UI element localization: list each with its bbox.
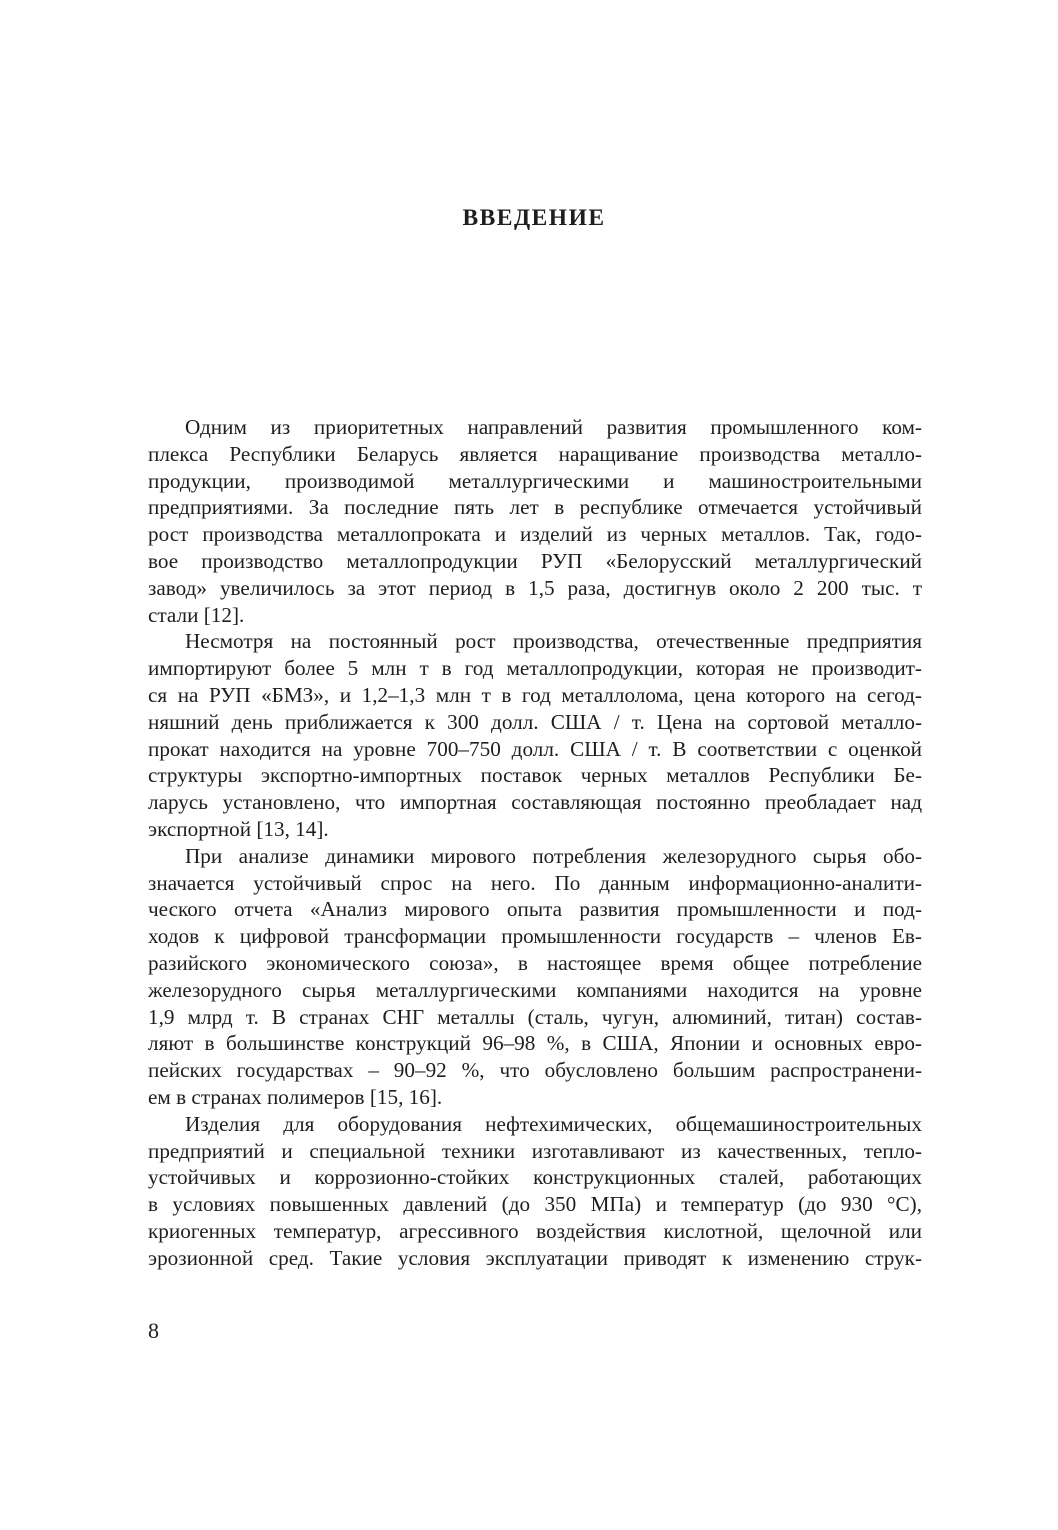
text-line: Одним из приоритетных направлений развития промышленного ком- (185, 415, 922, 439)
text-line: рост производства металлопроката и изделий из черных металлов. Так, годо- (148, 522, 922, 547)
text-line: Изделия для оборудования нефтехимических, общемашиностроительных (185, 1111, 922, 1136)
text-line: в условиях повышенных давлений (до 350 МПа) и температур (до 930 °С), (148, 1192, 922, 1217)
chapter-heading: ВВЕДЕНИЕ (462, 205, 606, 231)
text-line: завод» увеличилось за этот период в 1,5 раза, достигнув около 2 200 тыс. т (148, 575, 922, 600)
text-line: ем в странах полимеров [15, 16]. (148, 1084, 443, 1109)
text-line: криогенных температур, агрессивного воздействия кислотной, щелочной или (148, 1218, 922, 1243)
text-line: Несмотря на постоянный рост производства, отечественные предприятия (185, 629, 922, 654)
text-line: предприятиями. За последние пять лет в республике отмечается устойчивый (148, 495, 922, 520)
text-line: ляют в большинстве конструкций 96–98 %, в США, Японии и основных евро- (148, 1031, 922, 1056)
text-line: ходов к цифровой трансформации промышленности государств – членов Ев- (148, 924, 922, 949)
text-line: значается устойчивый спрос на него. По данным информационно-аналити- (148, 870, 922, 895)
paragraph (148, 1111, 922, 1272)
text-line: железорудного сырья металлургическими компаниями находится на уровне (148, 977, 922, 1002)
text-line: разийского экономического союза», в настоящее время общее потребление (148, 950, 922, 975)
paragraph (148, 843, 922, 1111)
paragraph (148, 414, 922, 628)
text-line: структуры экспортно-импортных поставок черных металлов Республики Бе- (148, 763, 922, 788)
text-line: эрозионной сред. Такие условия эксплуатации приводят к изменению струк- (148, 1245, 922, 1270)
text-line: При анализе динамики мирового потребления железорудного сырья обо- (185, 843, 922, 868)
text-line: вое производство металлопродукции РУП «Белорусский металлургический (148, 548, 922, 573)
text-line: предприятий и специальной техники изготавливают из качественных, тепло- (148, 1138, 922, 1163)
text-line: плекса Республики Беларусь является наращивание производства металло- (148, 441, 922, 466)
page-number: 8 (148, 1318, 159, 1343)
text-line: устойчивых и коррозионно-стойких конструкционных сталей, работающих (148, 1165, 922, 1190)
text-line: прокат находится на уровне 700–750 долл. США / т. В соответствии с оценкой (148, 736, 922, 761)
text-line: ся на РУП «БМЗ», и 1,2–1,3 млн т в год металлолома, цена которого на сегод- (148, 682, 922, 707)
text-line: пейских государствах – 90–92 %, что обусловлено большим распространени- (148, 1058, 922, 1083)
paragraph (148, 628, 922, 842)
body-text (148, 414, 922, 1272)
text-line: ларусь установлено, что импортная составляющая постоянно преобладает над (148, 790, 922, 815)
text-line: ческого отчета «Анализ мирового опыта развития промышленности и под- (148, 897, 922, 922)
text-line: импортируют более 5 млн т в год металлопродукции, которая не производит- (148, 656, 922, 681)
text-line: стали [12]. (148, 602, 245, 627)
text-line: 1,9 млрд т. В странах СНГ металлы (сталь, чугун, алюминий, титан) состав- (148, 1004, 922, 1029)
text-line: няшний день приближается к 300 долл. США / т. Цена на сортовой металло- (148, 709, 922, 734)
text-line: продукции, производимой металлургическими и машиностроительными (148, 468, 922, 493)
text-line: экспортной [13, 14]. (148, 816, 329, 841)
